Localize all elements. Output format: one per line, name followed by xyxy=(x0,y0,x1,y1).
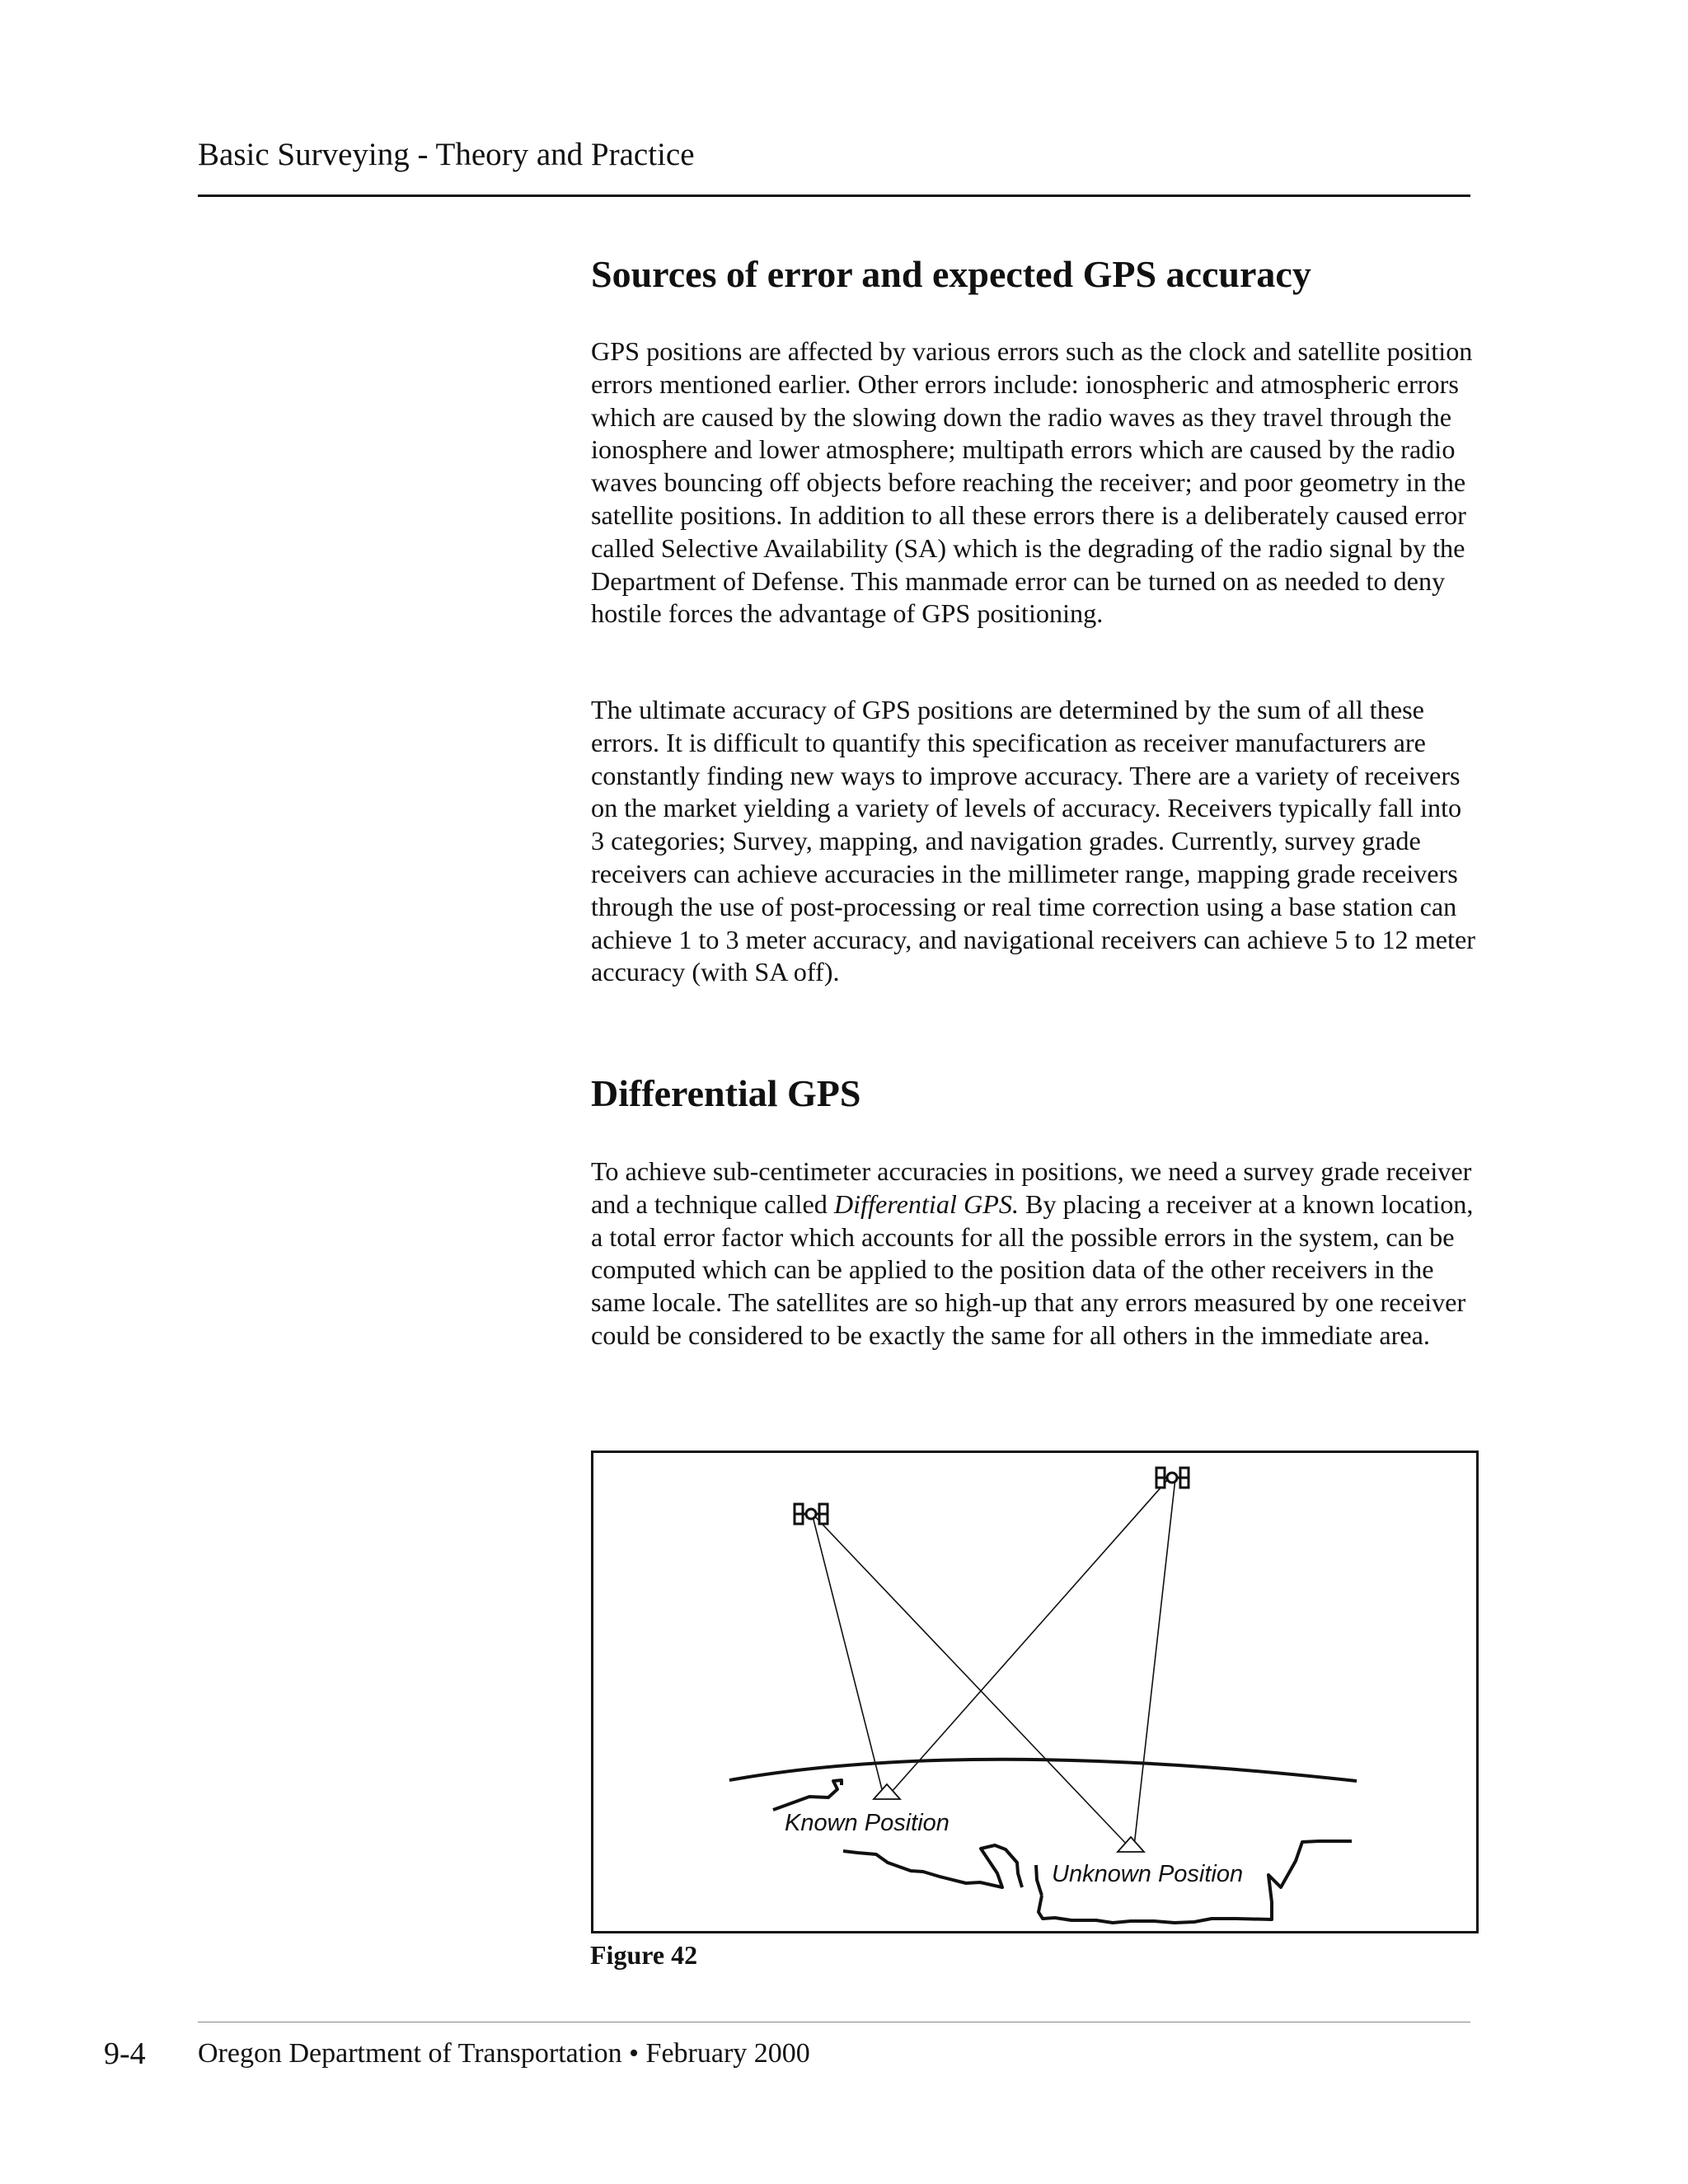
paragraph-gps-errors: GPS positions are affected by various errors such as the clock and satellite position errors mentioned earlier. Other errors include: ionospheric and atmospheric errors which are caused by the slowing down the radio waves as they travel through the ionosphere and lower atmosphere; multipath errors which are caused by the radio waves bouncing off objects before reaching the receiver; and poor geometry in the satellite positions. In addition to all these errors there is a deliberately caused error called Selective Availability (SA) which is the degrading of the radio signal by the Department of Defense. This manmade error can be turned on as needed to deny hostile forces the advantage of GPS positioning. xyxy=(591,336,1473,629)
figure-differential-gps-diagram xyxy=(591,1451,1479,1933)
signal-lines xyxy=(812,1479,1175,1846)
signal-line-sat1-known xyxy=(812,1513,883,1793)
footer-publisher-date: Oregon Department of Transportation • February 2000 xyxy=(198,2038,810,2069)
signal-line-sat2-unknown xyxy=(1134,1479,1175,1846)
header-rule xyxy=(198,194,1470,197)
section-title-gps-error: Sources of error and expected GPS accuracy xyxy=(591,253,1311,295)
signal-line-sat2-known xyxy=(891,1479,1169,1793)
coastline-outline xyxy=(773,1780,1352,1923)
satellite-icon xyxy=(1156,1468,1189,1488)
figure-caption: Figure 42 xyxy=(590,1940,698,1970)
earth-surface-curve xyxy=(729,1760,1357,1781)
page-number: 9-4 xyxy=(104,2036,146,2071)
paragraph-text-start: To achieve sub-centimeter accuracies in positions, we need a survey grade receiver and a technique called xyxy=(591,1156,1472,1219)
section-title-differential-gps: Differential GPS xyxy=(591,1072,861,1114)
known-position-label: Known Position xyxy=(785,1810,950,1836)
running-header-title: Basic Surveying - Theory and Practice xyxy=(198,137,695,172)
differential-gps-term: Differential GPS. xyxy=(833,1188,1019,1219)
signal-line-sat1-unknown xyxy=(812,1513,1128,1846)
satellite-icon xyxy=(795,1504,828,1524)
paragraph-text-end: By placing a receiver at a known location, a total error factor which accounts for all the possible errors in the system, can be computed which can be applied to the position data of the other receivers in the same locale. The satellites are so high-up that any errors measured by one receiver could be considered to be exactly the same for all others in the immediate area. xyxy=(591,1188,1474,1350)
paragraph-gps-accuracy: The ultimate accuracy of GPS positions are determined by the sum of all these errors. It is difficult to quantify this specification as receiver manufacturers are constantly finding new ways to improve accuracy. There are a variety of receivers on the market yielding a variety of levels of accuracy. Receivers typically fall into 3 categories; Survey, mapping, and navigation grades. Currently, survey grade receivers can achieve accuracies in the millimeter range, mapping grade receivers through the use of post-processing or real time correction using a base station can achieve 1 to 3 meter accuracy, and navigational receivers can achieve 5 to 12 meter accuracy (with SA off). xyxy=(591,695,1475,987)
paragraph-differential-gps xyxy=(591,1155,1477,1352)
unknown-position-label: Unknown Position xyxy=(1052,1861,1244,1887)
diagram-svg xyxy=(593,1453,1476,1931)
